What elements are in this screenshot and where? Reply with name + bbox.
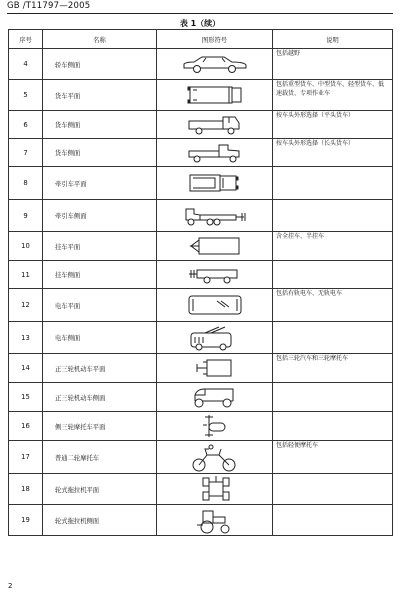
row-name-cell: 轿车侧面: [43, 49, 157, 80]
standard-code: GB /T11797—2005: [7, 1, 91, 11]
row-name-cell: 轮式拖拉机平面: [43, 474, 157, 505]
row-symbol-cell: [157, 200, 273, 232]
row-number-cell: 14: [9, 354, 43, 383]
row-symbol-cell: [157, 322, 273, 354]
truck-side-long-icon: [157, 142, 272, 164]
col-header-symbol: 图形符号: [157, 30, 273, 49]
row-number-cell: 16: [9, 412, 43, 441]
table-row: [9, 505, 393, 536]
row-note-cell: 包括有轨电车、无轨电车: [273, 289, 393, 322]
row-note-cell: [273, 261, 393, 289]
row-name-cell: 货车侧面: [43, 139, 157, 167]
col-header-name: 名称: [43, 30, 157, 49]
row-name-cell: 电车平面: [43, 289, 157, 322]
row-name-cell: 轮式拖拉机侧面: [43, 505, 157, 536]
row-name-cell: 货车平面: [43, 80, 157, 111]
row-symbol-cell: [157, 261, 273, 289]
sidecar-motorcycle-plan-icon: [157, 413, 272, 439]
row-name-cell: 普通二轮摩托车: [43, 441, 157, 474]
row-symbol-cell: [157, 111, 273, 139]
trolleybus-plan-icon: [157, 293, 272, 317]
row-note-cell: 包括越野: [273, 49, 393, 80]
table-title: 表 1（续）: [179, 19, 221, 28]
sedan-side-icon: [157, 54, 272, 74]
table-row: [9, 289, 393, 322]
row-symbol-cell: [157, 49, 273, 80]
row-symbol-cell: [157, 505, 273, 536]
row-symbol-cell: [157, 412, 273, 441]
row-note-cell: [273, 167, 393, 200]
row-number-cell: 12: [9, 289, 43, 322]
row-name-cell: 牵引车平面: [43, 167, 157, 200]
row-note-cell: 包括重型货车、中型货车、轻型货车、低速载货、专项作业车: [273, 80, 393, 111]
trailer-plan-icon: [157, 235, 272, 257]
row-number-cell: 10: [9, 232, 43, 261]
tractor-unit-plan-icon: [157, 172, 272, 194]
row-note-cell: 包括轻便摩托车: [273, 441, 393, 474]
trolleybus-side-icon: [157, 325, 272, 351]
table-row: [9, 441, 393, 474]
row-note-cell: [273, 474, 393, 505]
row-note-cell: [273, 505, 393, 536]
row-number-cell: 17: [9, 441, 43, 474]
row-note-cell: [273, 412, 393, 441]
row-note-cell: 按车头外形选择（长头货车）: [273, 139, 393, 167]
row-number-cell: 11: [9, 261, 43, 289]
truck-side-flat-icon: [157, 114, 272, 136]
table-row: [9, 322, 393, 354]
row-name-cell: 挂车平面: [43, 232, 157, 261]
motorcycle-icon: [157, 441, 272, 473]
row-symbol-cell: [157, 232, 273, 261]
row-note-cell: 按车头外形选择（平头货车）: [273, 111, 393, 139]
table-row: [9, 412, 393, 441]
row-symbol-cell: [157, 289, 273, 322]
tractor-unit-side-icon: [157, 205, 272, 227]
wheeled-tractor-plan-icon: [157, 474, 272, 504]
row-name-cell: 侧三轮摩托车平面: [43, 412, 157, 441]
row-note-cell: [273, 322, 393, 354]
table-row: [9, 200, 393, 232]
row-number-cell: 8: [9, 167, 43, 200]
table-row: [9, 354, 393, 383]
table-row: [9, 139, 393, 167]
row-note-cell: 含全挂车、半挂车: [273, 232, 393, 261]
row-symbol-cell: [157, 167, 273, 200]
row-symbol-cell: [157, 139, 273, 167]
row-note-cell: [273, 383, 393, 412]
table-row: [9, 474, 393, 505]
row-note-cell: 包括三轮汽车和三轮摩托车: [273, 354, 393, 383]
col-header-no: 序号: [9, 30, 43, 49]
row-name-cell: 电车侧面: [43, 322, 157, 354]
row-note-cell: [273, 200, 393, 232]
table-row: [9, 80, 393, 111]
symbol-table: [8, 29, 393, 536]
table-row: [9, 383, 393, 412]
row-number-cell: 18: [9, 474, 43, 505]
table-row: [9, 261, 393, 289]
row-number-cell: 19: [9, 505, 43, 536]
table-row: [9, 49, 393, 80]
trailer-side-icon: [157, 264, 272, 286]
row-symbol-cell: [157, 80, 273, 111]
table-row: [9, 232, 393, 261]
row-symbol-cell: [157, 354, 273, 383]
row-number-cell: 15: [9, 383, 43, 412]
table-row: [9, 167, 393, 200]
row-number-cell: 5: [9, 80, 43, 111]
row-name-cell: 正三轮机动车平面: [43, 354, 157, 383]
row-symbol-cell: [157, 383, 273, 412]
row-number-cell: 4: [9, 49, 43, 80]
row-number-cell: 13: [9, 322, 43, 354]
header-rule: [7, 13, 393, 14]
row-number-cell: 9: [9, 200, 43, 232]
row-name-cell: 牵引车侧面: [43, 200, 157, 232]
tricycle-plan-icon: [157, 357, 272, 379]
row-name-cell: 挂车侧面: [43, 261, 157, 289]
row-number-cell: 7: [9, 139, 43, 167]
row-number-cell: 6: [9, 111, 43, 139]
wheeled-tractor-side-icon: [157, 505, 272, 535]
table-row: [9, 111, 393, 139]
row-name-cell: 正三轮机动车侧面: [43, 383, 157, 412]
tricycle-side-icon: [157, 385, 272, 409]
table-header-row: [9, 30, 393, 49]
row-name-cell: 货车侧面: [43, 111, 157, 139]
col-header-note: 说明: [273, 30, 393, 49]
row-symbol-cell: [157, 474, 273, 505]
truck-plan-icon: [157, 84, 272, 106]
row-symbol-cell: [157, 441, 273, 474]
page-number: 2: [8, 582, 13, 590]
